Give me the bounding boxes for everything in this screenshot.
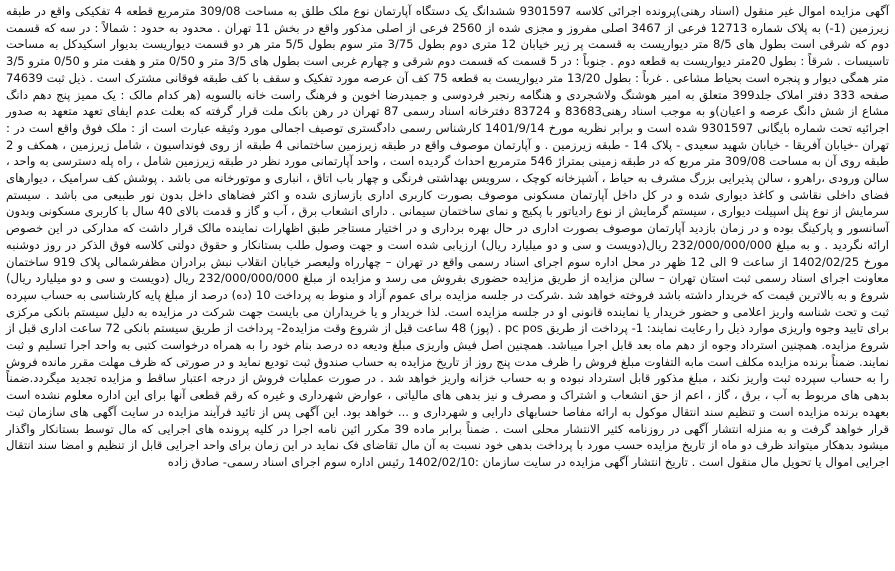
notice-body-text: آگهی مزایده اموال غیر منقول (اسناد رهنی)پرونده اجرائی کلاسه 9301597 ششدانگ یک دستگاه آپارتمان نوع ملک طلق به مساحت 309/08 مترمربع قطعه 4 تفکیکی واقع در طبقه زیرزمین (1-) به پلاک شماره 12713 فرعی از 3467 اصلی مفروز و مجزی شده از 2560 فرعی از اصلی مذکور واقع در بخش 11 تهران . محدود به حدود : شمالاً : در سه که قسمت دوم که شرقی است بطول های 8/5 متر دیواریست به قسمت پر زیر خیابان 12 متری دوم بطول 3/75 متر سوم بطول 5/5 متر هر دو قسمت دیواریست بدیوار اسکیدکل به مساحت تاسیسات . شرقاً : بطول 20متر دیواریست به قطعه دوم . جنوباً : در 5 قسمت که قسمت دوم شرقی و چهارم غربی است بطول های 3/5 متر و 0/50 متر و هفت متر و 0/50 مترو 3/5 متر همگی دیوار و پنجره است بحیاط مشاعی . غرباً : بطول 13/20 متر دیواریست به قطعه 75 کف آن عرصه مورد تفکیک و سقف با کف طبقه فوقانی مشترک است . ذیل ثبت 74639 صفحه 333 دفتر املاک جلد399 متعلق به امیر هوشنگ ولاشجردی و هنگامه رنجبر فردوسی و جمیدرضا اخوین و فرهنگ راست خانه بالسویه (هر کدام مالک : یک ممیز پنج دهم دانگ مشاع از شش دانگ عرصه و اعیان)و به موجب اسناد رهنی83683 و 83724 دفترخانه اسناد رسمی 87 تهران در رهن بانک ملت قرار گرفته که بعلت عدم ایفای تعهد متعهد به صدور اجرائیه تحت شماره بایگانی 9301597 شده است و برابر نظریه مورخ 1401/9/14 کارشناس رسمی دادگستری توصیف اجمالی مورد وثیقه عبارت است از : ملک فوق واقع است در : تهران -خیابان آفریقا - خیابان شهید سعیدی - پلاک 14 - طبقه زیرزمین . و آپارتمان موصوف واقع در طبقه زیرزمین ساختمانی 4 طبقه از روی فونداسیون ، شامل زیرزمین ، همکف و 2 طبقه روی آن به مساحت 309/08 متر مربع که در طبقه زمینی بمتراژ 546 مترمربع احداث گردیده است ، واحد آپارتمانی مورد نظر در طبقه زیرزمین شامل ، راه پله دسترسی به واحد ، سالن ورودی ،راهرو ، سالن پذیرایی بزرگ مشرف به حیاط ، آشپزخانه کوچک ، سرویس بهداشتی فرنگی و چهار باب اتاق ، انباری و موتورخانه می باشد . پوشش کف سرامیک ، دیوارهای فضای داخلی نقاشی و کاغذ دیواری شده و در کل داخل آپارتمان مسکونی موصوف بصورت کاربری اداری بازسازی شده و اکثر فضاهای داخل بدون نور طبیعی می باشد . سیستم سرمایش از نوع پنل اسپیلت دیواری ، سیستم گرمایش از نوع رادیاتور با پکیج و نمای ساختمان سیمانی . دارای انشعاب برق ، آب و گاز و قدمت بالای 40 سال با کاربری مسکونی وبدون آسانسور و پارکینگ بوده و در زمان بازدید آپارتمان موصوف بصورت اداری در حال بهره برداری و در اختیار مستاجر طبق اظهارات نماینده مالک قرار داشت که مدارکی در این خصوص ارائه نگردید . و به مبلغ 232/000/000/000 ریال(دویست و سی و دو میلیارد ریال) ارزیابی شده است و جهت وصول طلب بستانکار و حقوق دولتی کلاسه فوق الذکر در روز دوشنبه مورخ 1402/02/25 از ساعت 9 الی 12 ظهر در محل اداره سوم اجرای اسناد رسمی واقع در تهران – چهارراه ولیعصر خیابان انقلاب نبش برادران مظفرشمالی پلاک 919 ساختمان معاونت اجرای اسناد رسمی ثبت استان تهران – سالن مزایده از طریق مزایده حضوری بفروش می رسد و مزایده از مبلغ 232/000/000/000 ریال (دویست و سی و دو میلیارد ریال) شروع و به بالاترین قیمت که خریدار داشته باشد فروخته خواهد شد .شرکت در جلسه مزایده برای عموم آزاد و منوط به پرداخت 10 (ده) درصد از مبلغ پایه کارشناسی به حساب سپرده ثبت و تحت شناسه واریز اعلامی و حضور خریدار یا نماینده قانونی او در جلسه مزایده است. لذا خریدار و یا خریداران می بایست جهت شرکت در مزایده به دلیل سیستم بانکی مرکزی برای تایید وجوه واریزی موارد ذیل را رعایت نمایند: 1- پرداخت از طریق pc pos . (پوز) 48 ساعت قبل از شروع وقت مزایده2- پرداخت از طریق سیستم بانکی 72 ساعت اداری قبل از شروع مزایده. همچنین استرداد وجوه از دهم ماه بعد قابل اجرا میباشد. همچنین اصل فیش واریزی مبلغ ودیعه ده درصد بنام خود را به همراه درخواست کتبی به واحد اجرا تسلیم و ثبت نمایند. ضمناً برنده مزایده مکلف است مابه التفاوت مبلغ فروش را ظرف مدت پنج روز از تاریخ مزایده به حساب صندوق ثبت تودیع نماید و در صورتی که ظرف مهلت مقرر مانده فروش را به حساب سپرده ثبت واریز نکند ، مبلغ مذکور قابل استرداد نبوده و به حساب خزانه واریز خواهد شد . در صورت عملیات فروش از درجه اعتبار ساقط و مزایده تجدید میگردد.ضمناً بدهی های مربوط به آب ، برق ، گاز ، اعم از حق انشعاب و اشتراک و مصرف و نیز بدهی های مالیاتی ، عوارض شهرداری و غیره که رقم قطعی آنها برای این اداره معلوم نشده است بعهده برنده مزایده است و تنظیم سند انتقال موکول به ارائه مفاصا حسابهای دارایی و شهرداری و ... خواهد بود. این آگهی پس از تائید فرآیند مزایده در سایت آگهی های سازمان ثبت قرار خواهد گرفت و به منزله انتشار آگهی در روزنامه کثیر الانتشار محلی است . ضمناً برابر ماده 39 مکرر ائین نامه اجرا در کلیه پرونده های اجرایی که مال توسط بستانکار واگذار میشود بدهکار میتواند ظرف دو ماه از تاریخ مزایده حسب مورد با پرداخت بدهی خود نسبت به آن مال تقاضای فک نماید در این زمان برای واحد اجرایی قابل از تنظیم و امضا سند انتقال اجرایی اموال یا تحویل مال منقول است . تاریخ انتشار آگهی مزایده در سایت سازمان :1402/02/10 رئیس اداره سوم اجرای اسناد رسمی- صادق زاده	[6, 4, 890, 469]
